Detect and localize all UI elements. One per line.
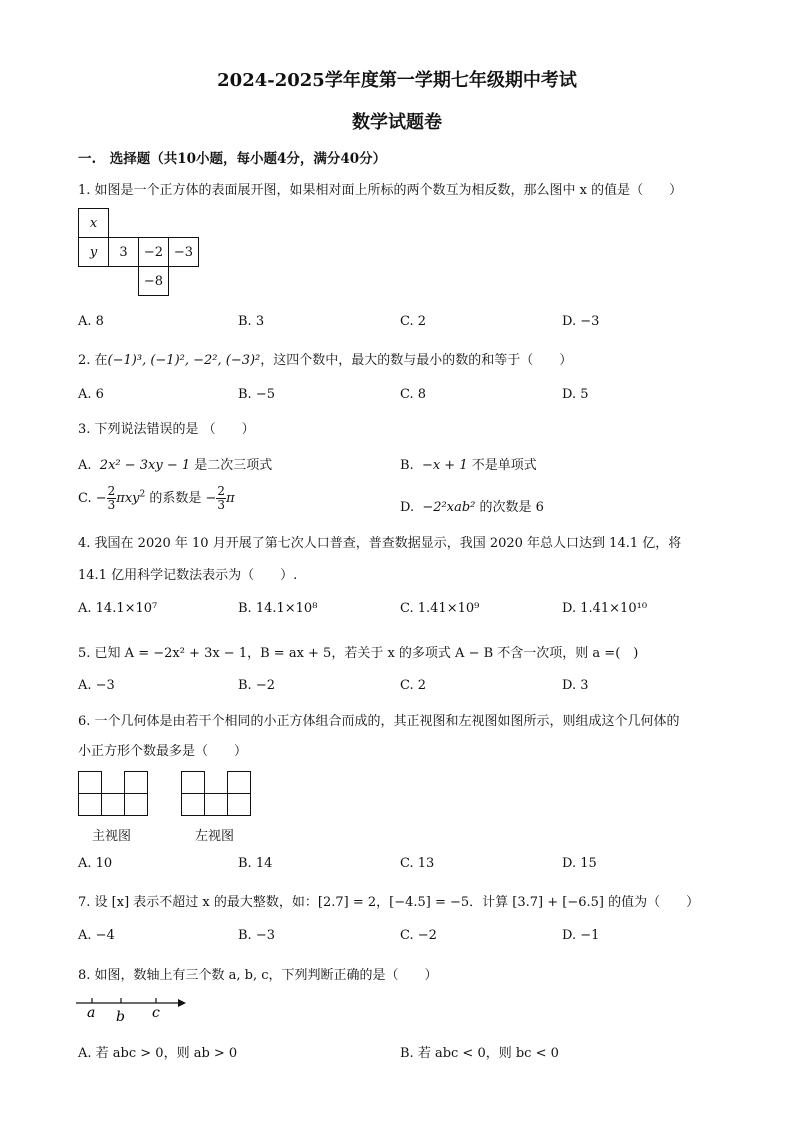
- q3-c-text: 的系数是: [145, 491, 206, 506]
- q7-option-a: A. −4: [78, 928, 115, 943]
- axis-label-a: a: [87, 1005, 96, 1021]
- net-cell: −2: [139, 238, 169, 267]
- q6-left-label: 左视图: [195, 829, 235, 844]
- axis-arrow-icon: [178, 999, 186, 1007]
- q4-option-c: C. 1.41×10⁹: [400, 601, 480, 616]
- q4-option-a: A. 14.1×10⁷: [78, 601, 158, 616]
- q7-stem: 7. 设 [x] 表示不超过 x 的最大整数，如：[2.7] = 2，[−4.5] = −5．计算 [3.7] + [−6.5] 的值为（ ）: [78, 895, 700, 910]
- q3-a-math: 2x² − 3xy − 1: [99, 458, 191, 473]
- q6-left-view: [181, 771, 251, 816]
- q3-b-text: 不是单项式: [467, 458, 537, 473]
- q4-stem-line1: 4. 我国在 2020 年 10 月开展了第七次人口普查，普查数据显示，我国 2020 年总人口达到 14.1 亿，将: [78, 536, 682, 551]
- q2-stem-math: (−1)³, (−1)², −2², (−3)²: [107, 353, 261, 368]
- q3-option-b: B. −x + 1 不是单项式: [400, 458, 537, 473]
- q8-option-a: A. 若 abc > 0，则 ab > 0: [78, 1046, 238, 1061]
- q2-stem-post: ，这四个数中，最大的数与最小的数的和等于（ ）: [260, 353, 573, 368]
- q3-b-math: −x + 1: [421, 458, 468, 473]
- q6-option-c: C. 13: [400, 856, 435, 871]
- net-cell: −3: [169, 238, 199, 267]
- q6-front-view: [78, 771, 148, 816]
- q8-number-line: [74, 994, 194, 1026]
- section-heading: 一. 选择题（共10小题，每小题4分，满分40分）: [78, 151, 387, 167]
- q6-stem-line2: 小正方形个数最多是（ ）: [78, 744, 248, 759]
- q2-stem: [78, 349, 572, 368]
- q6-option-b: B. 14: [238, 856, 273, 871]
- q1-stem: 1. 如图是一个正方体的表面展开图，如果相对面上所标的两个数互为相反数，那么图中 x 的值是（ ）: [78, 183, 683, 198]
- q6-option-a: A. 10: [78, 856, 113, 871]
- q6-option-d: D. 15: [562, 856, 597, 871]
- q5-option-a: A. −3: [78, 678, 115, 693]
- q3-option-c: C. − $\frac{2}{3}$ πxy$^2$ 的系数是 − $\frac{2}{3}$ π: [78, 484, 235, 512]
- net-cell: −8: [139, 267, 169, 296]
- q3-d-math: −2²xab²: [422, 500, 476, 515]
- q1-option-c: C. 2: [400, 314, 427, 329]
- fraction: $\frac{2}{3}$: [217, 484, 226, 512]
- q4-stem-line2: 14.1 亿用科学记数法表示为（ ）.: [78, 568, 298, 583]
- q2-option-a: A. 6: [78, 387, 104, 402]
- exam-subtitle: 数学试题卷: [352, 112, 442, 133]
- net-cell: 3: [109, 238, 139, 267]
- q8-option-b: B. 若 abc < 0，则 bc < 0: [400, 1046, 559, 1061]
- q5-option-b: B. −2: [238, 678, 275, 693]
- q1-option-d: D. −3: [562, 314, 600, 329]
- q2-stem-pre: 2. 在: [78, 353, 108, 368]
- q3-option-d: D. −2²xab² 的次数是 6: [400, 500, 544, 515]
- q4-option-d: D. 1.41×10¹⁰: [562, 601, 648, 616]
- q3-stem: 3. 下列说法错误的是 （ ）: [78, 422, 255, 437]
- q8-stem: 8. 如图，数轴上有三个数 a, b, c，下列判断正确的是（ ）: [78, 968, 438, 983]
- axis-label-b: b: [116, 1009, 125, 1025]
- q7-option-b: B. −3: [238, 928, 275, 943]
- net-cell-x: x: [79, 209, 109, 238]
- q1-option-a: A. 8: [78, 314, 104, 329]
- q2-option-c: C. 8: [400, 387, 427, 402]
- q4-option-b: B. 14.1×10⁸: [238, 601, 318, 616]
- q1-option-b: B. 3: [238, 314, 265, 329]
- fraction: $\frac{2}{3}$: [107, 484, 116, 512]
- q7-option-d: D. −1: [562, 928, 600, 943]
- q5-option-d: D. 3: [562, 678, 589, 693]
- q5-stem: 5. 已知 A = −2x² + 3x − 1，B = ax + 5，若关于 x 的多项式 A − B 不含一次项，则 a =( ): [78, 646, 639, 661]
- net-cell-y: y: [79, 238, 109, 267]
- q3-d-text: 的次数是 6: [475, 500, 544, 515]
- q6-front-label: 主视图: [92, 829, 132, 844]
- q2-option-d: D. 5: [562, 387, 589, 402]
- q6-stem-line1: 6. 一个几何体是由若干个相同的小正方体组合而成的，其正视图和左视图如图所示，则组成这个几何体的: [78, 714, 680, 729]
- axis-label-c: c: [152, 1005, 160, 1021]
- q3-a-text: 是二次三项式: [190, 458, 273, 473]
- q3-option-a: A. 2x² − 3xy − 1 是二次三项式: [78, 458, 273, 473]
- q7-option-c: C. −2: [400, 928, 437, 943]
- q2-option-b: B. −5: [238, 387, 275, 402]
- q1-cube-net: [78, 208, 199, 296]
- q5-option-c: C. 2: [400, 678, 427, 693]
- exam-title: 2024-2025学年度第一学期七年级期中考试: [217, 70, 577, 91]
